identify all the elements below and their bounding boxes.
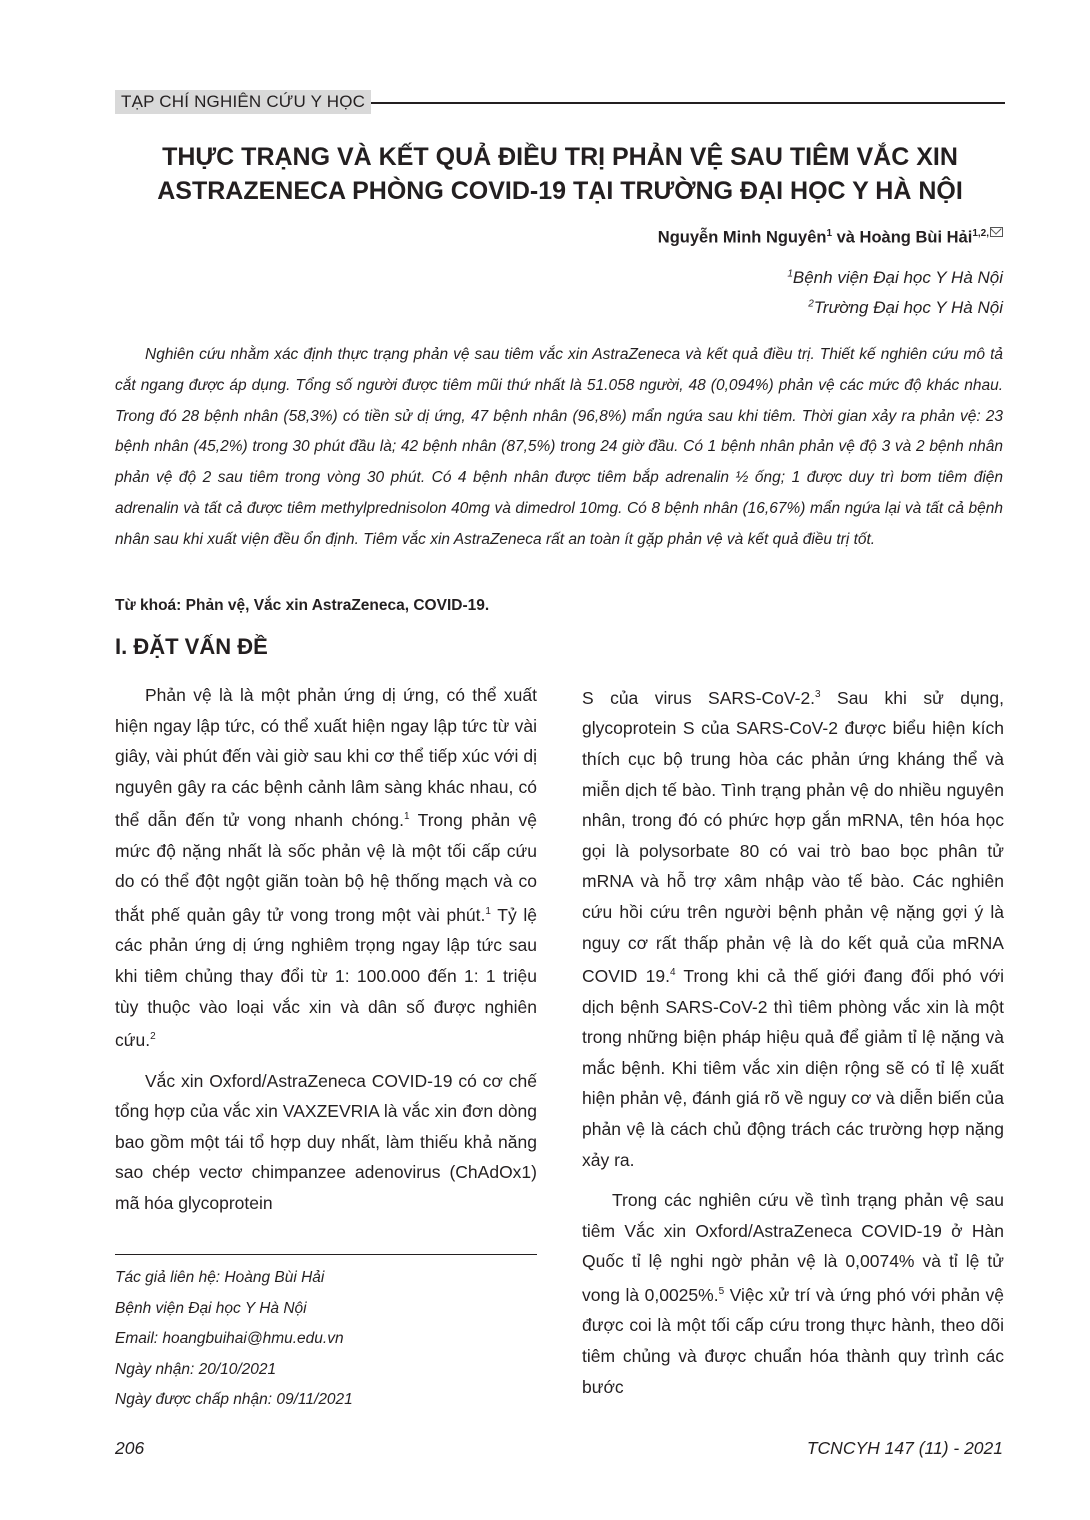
affiliation-2-number: 2 xyxy=(808,298,814,310)
envelope-icon xyxy=(990,227,1003,237)
author-1-affiliation: 1 xyxy=(826,228,833,239)
left-column xyxy=(115,680,537,1219)
section-heading: I. ĐẶT VẤN ĐỀ xyxy=(115,634,268,659)
page-number: 206 xyxy=(115,1438,145,1458)
citation-ref: 1 xyxy=(404,811,410,823)
text-run: Việc xử trí và ứng phó với phản vệ được coi là một tối cấp cứu trong thực hành, theo dõi tiêm chủng và được chuẩn hóa thành quy trình các bước xyxy=(582,1284,1005,1397)
footnote-received: Ngày nhận: 20/10/2021 xyxy=(115,1360,277,1378)
running-header xyxy=(115,90,1005,116)
journal-label: TẠP CHÍ NGHIÊN CỨU Y HỌC xyxy=(115,90,371,114)
text-run: Tỷ lệ các phản ứng dị ứng nghiêm trọng ngay lập tức sau khi tiêm chủng thay đổi từ 1: 100.000 đến 1: 1 triệu tùy thuộc vào loại vắc xin và dân số được nghiên cứu. xyxy=(115,904,538,1051)
text-run: Phản vệ là là một phản ứng dị ứng, có thể xuất hiện ngay lập tức, có thể xuất hiện ngay lập tức từ vài giây, vài phút đến vài giờ sau khi cơ thể tiếp xúc với dị nguyên gây ra các bệnh cảnh lâm sàng khác nhau, có thể dẫn đến tử vong nhanh chóng. xyxy=(115,685,537,831)
abstract: Nghiên cứu nhằm xác định thực trạng phản vệ sau tiêm vắc xin AstraZeneca và kết quả điều trị. Thiết kế nghiên cứu mô tả cắt ngang được áp dụng. Tổng số người được tiêm mũi thứ nhất là 51.058 người, 48 (0,094%) phản vệ các mức độ khác nhau. Trong đó 28 bệnh nhân (58,3%) có tiền sử dị ứng, 47 bệnh nhân (96,8%) mẩn ngứa sau khi tiêm. Thời gian xảy ra phản vệ: 23 bệnh nhân (45,2%) trong 30 phút đầu là; 42 bệnh nhân (87,5%) trong 24 giờ đầu. Có 1 bệnh nhân phản vệ độ 3 và 2 bệnh nhân phản vệ độ 2 sau tiêm trong vòng 30 phút. Có 4 bệnh nhân được tiêm bắp adrenalin ½ ống; 1 được duy trì bơm tiêm điện adrenalin và tất cả được tiêm methylprednisolon 40mg và dimedrol 10mg. Có 8 bệnh nhân (16,67%) mẩn ngứa lại và tất cả bệnh nhân sau khi xuất viện đều ổn định. Tiêm vắc xin AstraZeneca rất an toàn ít gặp phản vệ và kết quả điều trị tốt. xyxy=(115,346,1003,548)
author-line xyxy=(658,228,1003,248)
author-2-affiliation: 1,2, xyxy=(972,228,989,239)
text-run: Trong phản vệ mức độ nặng nhất là sốc phản vệ là một tối cấp cứu do có thể đột ngột giãn toàn bộ hệ thống mạch và co thắt phế quản gây tử vong trong một vài phút. xyxy=(115,810,537,925)
title-line-2: ASTRAZENECA PHÒNG COVID-19 TẠI TRƯỜNG ĐẠI HỌC Y HÀ NỘI xyxy=(157,177,963,205)
citation-ref: 4 xyxy=(669,967,676,979)
text-run: S của virus SARS-CoV-2. xyxy=(582,687,816,708)
keywords: Từ khoá: Phản vệ, Vắc xin AstraZeneca, COVID-19. xyxy=(115,597,490,614)
affiliation-1 xyxy=(787,268,1003,288)
citation-ref: 1 xyxy=(485,905,491,917)
text-run: Trong khi cả thế giới đang đối phó với dịch bệnh SARS-CoV-2 thì tiêm phòng vắc xin là một trong những biện pháp hiệu quả để giảm tỉ lệ nặng và mắc bệnh. Khi tiêm vắc xin diện rộng sẽ có tỉ lệ xuất hiện phản vệ, đánh giá rõ về nguy cơ và diễn biến của phản vệ là cách chủ động trách các trường hợp nặng xảy ra. xyxy=(582,966,1004,1170)
author-1: Nguyễn Minh Nguyên xyxy=(657,228,827,247)
affiliation-2 xyxy=(808,298,1003,318)
author-conjunction: và xyxy=(832,228,860,247)
intro-paragraph-1 xyxy=(115,680,537,1056)
footnote-contact: Tác giả liên hệ: Hoàng Bùi Hải xyxy=(115,1269,325,1286)
right-column xyxy=(582,680,1004,1402)
citation-ref: 3 xyxy=(815,689,821,700)
citation-ref: 5 xyxy=(718,1285,725,1297)
footnote-rule xyxy=(115,1254,537,1255)
text-run: Sau khi sử dụng, glycoprotein S của SARS-CoV-2 được biểu hiện kích thích cục bộ trung hòa các phản ứng kháng thể và miễn dịch tế bào. Tình trạng phản vệ do nhiều nguyên nhân, trong đó có phức hợp gắn mRNA, tên hóa học gọi là polysorbate 80 có vai trò bao bọc phân tử mRNA và hỗ trợ xâm nhập vào tế bào. Các nghiên cứu hồi cứu trên người bệnh phản vệ nặng gợi ý là nguy cơ rất thấp phản vệ là do kết quả của mRNA COVID 19. xyxy=(582,687,1005,986)
article-title xyxy=(80,140,1040,208)
text-run: Trong các nghiên cứu về tình trạng phản vệ sau tiêm Vắc xin Oxford/AstraZeneca COVID-19 ở Hàn Quốc tỉ lệ nghi ngờ phản vệ là 0,0074% và tỉ lệ tử vong là 0,0025%. xyxy=(582,1190,1004,1305)
intro-paragraph-4 xyxy=(582,1185,1004,1402)
correspondence-footnote xyxy=(115,1263,353,1416)
journal-issue: TCNCYH 147 (11) - 2021 xyxy=(806,1438,1003,1458)
footnote-accepted: Ngày được chấp nhận: 09/11/2021 xyxy=(115,1391,353,1408)
intro-paragraph-2: Vắc xin Oxford/AstraZeneca COVID-19 có cơ chế tổng hợp của vắc xin VAXZEVRIA là vắc xin đơn dòng bao gồm một tái tổ hợp duy nhất, làm thiếu khả năng sao chép vectơ chimpanzee adenovirus (ChAdOx1) mã hóa glycoprotein xyxy=(115,1070,537,1213)
footnote-institution: Bệnh viện Đại học Y Hà Nội xyxy=(115,1299,307,1317)
author-2: Hoàng Bùi Hải xyxy=(859,228,973,247)
title-line-1: THỰC TRẠNG VÀ KẾT QUẢ ĐIỀU TRỊ PHẢN VỆ SAU TIÊM VẮC XIN xyxy=(162,143,958,171)
affiliation-1-number: 1 xyxy=(787,268,793,280)
affiliation-1-name: Bệnh viện Đại học Y Hà Nội xyxy=(792,268,1003,287)
affiliation-2-name: Trường Đại học Y Hà Nội xyxy=(813,298,1003,317)
intro-paragraph-3 xyxy=(582,680,1004,1175)
footnote-email: Email: hoangbuihai@hmu.edu.vn xyxy=(115,1330,344,1347)
citation-ref: 2 xyxy=(150,1031,156,1043)
